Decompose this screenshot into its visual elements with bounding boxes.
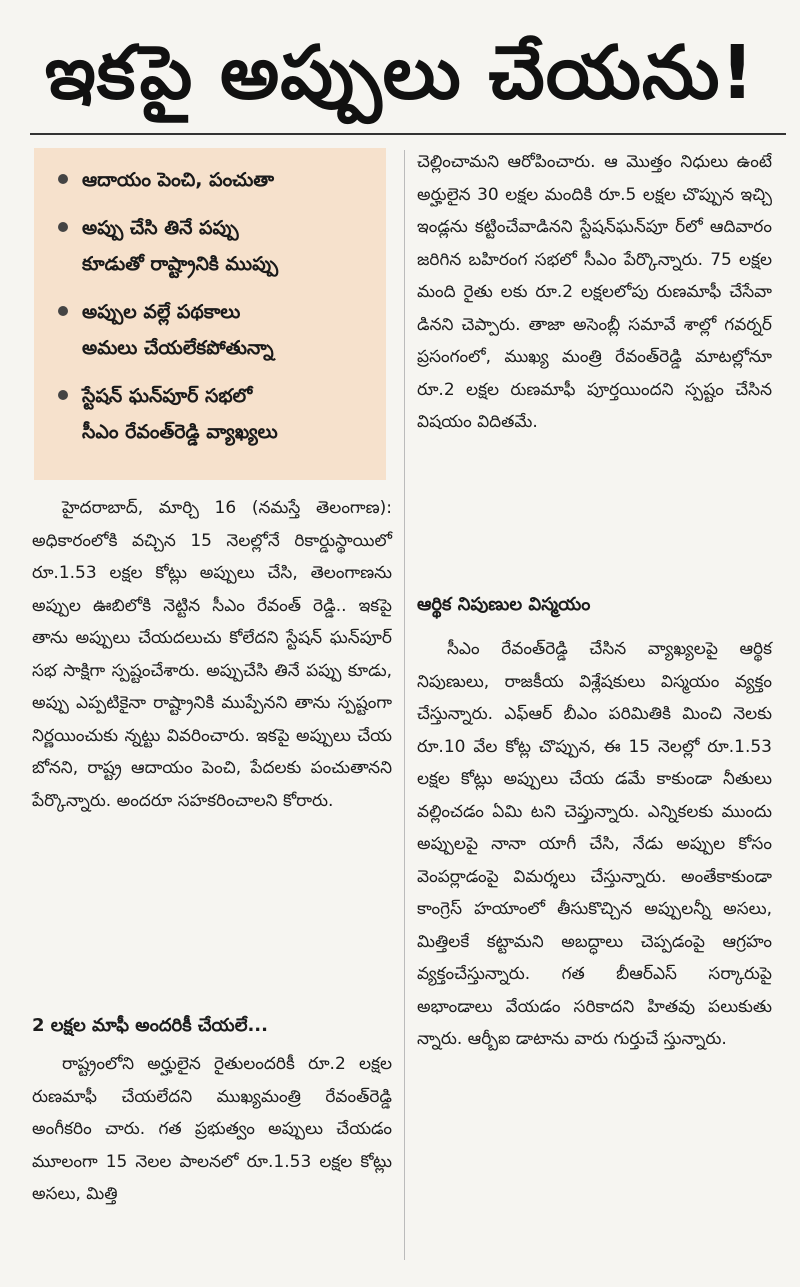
highlight-line: అమలు చేయలేకపోతున్నా (82, 337, 274, 359)
bullet-icon (58, 306, 68, 316)
highlight-line: అప్పుల వల్లే పథకాలు (82, 301, 241, 323)
highlight-item (56, 294, 376, 366)
bullet-icon (58, 174, 68, 184)
article-paragraph: చెల్లించామని ఆరోపించారు. ఆ మొత్తం నిధులు ఉంటే అర్హులైన 30 లక్షల మందికి రూ.5 లక్షల చొప్పున ఇచ్చి ఇండ్లను కట్టించేవాడినని స్టేషన్‌ఘన్‌పూ ర్‌లో ఆదివారం జరిగిన బహిరంగ సభలో సీఎం పేర్కొన్నారు. 75 లక్షల మంది రైతు లకు రూ.2 లక్షలలోపు రుణమాఫీ చేసేవా డినని చెప్పారు. తాజా అసెంబ్లీ సమావే శాల్లో గవర్నర్ ప్రసంగంలో, ముఖ్య మంత్రి రేవంత్‌రెడ్డి మాటల్లోనూ రూ.2 లక్షల రుణమాఫీ పూర్తయిందని స్పష్టం చేసిన విషయం విదితమే. (417, 152, 772, 432)
highlight-item (56, 210, 376, 282)
subheading: 2 లక్షల మాఫీ అందరికీ చేయలే... (32, 1015, 268, 1036)
highlight-item (56, 378, 376, 450)
highlight-line: కూడుతో రాష్ట్రానికి ముప్పు (82, 253, 279, 275)
column-divider (404, 150, 405, 1260)
right-column-body (417, 146, 772, 439)
headline: ఇకపై అప్పులు చేయను! (44, 30, 756, 116)
left-column-body (32, 492, 392, 817)
right-subheading-wrap (417, 590, 772, 620)
highlight-line: స్టేషన్ ఘన్‌పూర్ సభలో (82, 385, 253, 407)
headline-rule (30, 133, 786, 135)
left-subheading-wrap (32, 1011, 392, 1041)
article-paragraph: హైదరాబాద్, మార్చి 16 (నమస్తే తెలంగాణ): అధికారంలోకి వచ్చిన 15 నెలల్లోనే రికార్డుస్థాయిలో రూ.1.53 లక్షల కోట్లు అప్పులు చేసి, తెలంగాణను అప్పుల ఊబిలోకి నెట్టిన సీఎం రేవంత్ రెడ్డి.. ఇకపై తాను అప్పులు చేయదలుచు కోలేదని స్టేషన్ ఘన్‌పూర్ సభ సాక్షిగా స్పష్టంచేశారు. అప్పుచేసి తినే పప్పు కూడు, అప్పు ఎప్పటికైనా రాష్ట్రానికి ముప్పేనని తాను స్పష్టంగా నిర్ణయించుకు న్నట్టు వివరించారు. ఇకపై అప్పులు చేయ బోనని, రాష్ట్ర ఆదాయం పెంచి, పేదలకు పంచుతానని పేర్కొన్నారు. అందరూ సహకరించాలని కోరారు. (32, 498, 392, 811)
left-column-body-2 (32, 1048, 392, 1211)
highlight-line: సీఎం రేవంత్‌రెడ్డి వ్యాఖ్యలు (82, 421, 278, 443)
highlights-box (34, 148, 386, 480)
article-paragraph: రాష్ట్రంలోని అర్హులైన రైతులందరికీ రూ.2 లక్షల రుణమాఫీ చేయలేదని ముఖ్యమంత్రి రేవంత్‌రెడ్డి అంగీకరిం చారు. గత ప్రభుత్వం అప్పులు చేయడం మూలంగా 15 నెలల పాలనలో రూ.1.53 లక్షల కోట్లు అసలు, మిత్తి (32, 1054, 392, 1204)
right-column-body-2 (417, 633, 772, 1056)
bullet-icon (58, 222, 68, 232)
highlight-line: ఆదాయం పెంచి, పంచుతా (82, 169, 275, 191)
bullet-icon (58, 390, 68, 400)
highlight-item (56, 162, 376, 198)
subheading: ఆర్థిక నిపుణుల విస్మయం (417, 594, 591, 615)
highlight-line: అప్పు చేసి తినే పప్పు (82, 217, 239, 239)
article-paragraph: సీఎం రేవంత్‌రెడ్డి చేసిన వ్యాఖ్యలపై ఆర్థిక నిపుణులు, రాజకీయ విశ్లేషకులు విస్మయం వ్యక్తం చేస్తున్నారు. ఎఫ్‌ఆర్ బీఎం పరిమితికి మించి నెలకు రూ.10 వేల కోట్ల చొప్పున, ఈ 15 నెలల్లో రూ.1.53 లక్షల కోట్లు అప్పులు చేయ డమే కాకుండా నీతులు వల్లించడం ఏమి టని చెప్తున్నారు. ఎన్నికలకు ముందు అప్పులపై నానా యాగీ చేసి, నేడు అప్పుల కోసం వెంపర్లాడంపై విమర్శలు చేస్తున్నారు. అంతేకాకుండా కాంగ్రెస్ హయాంలో తీసుకొచ్చిన అప్పులన్నీ అసలు, మిత్తిలకే కట్టామని అబద్ధాలు చెప్పడంపై ఆగ్రహం వ్యక్తంచేస్తున్నారు. గత బీఆర్‌ఎస్ సర్కారుపై అభాండాలు వేయడం సరికాదని హితవు పలుకుతు న్నారు. ఆర్బీఐ డాటాను వారు గుర్తుచే స్తున్నారు. (417, 639, 772, 1049)
